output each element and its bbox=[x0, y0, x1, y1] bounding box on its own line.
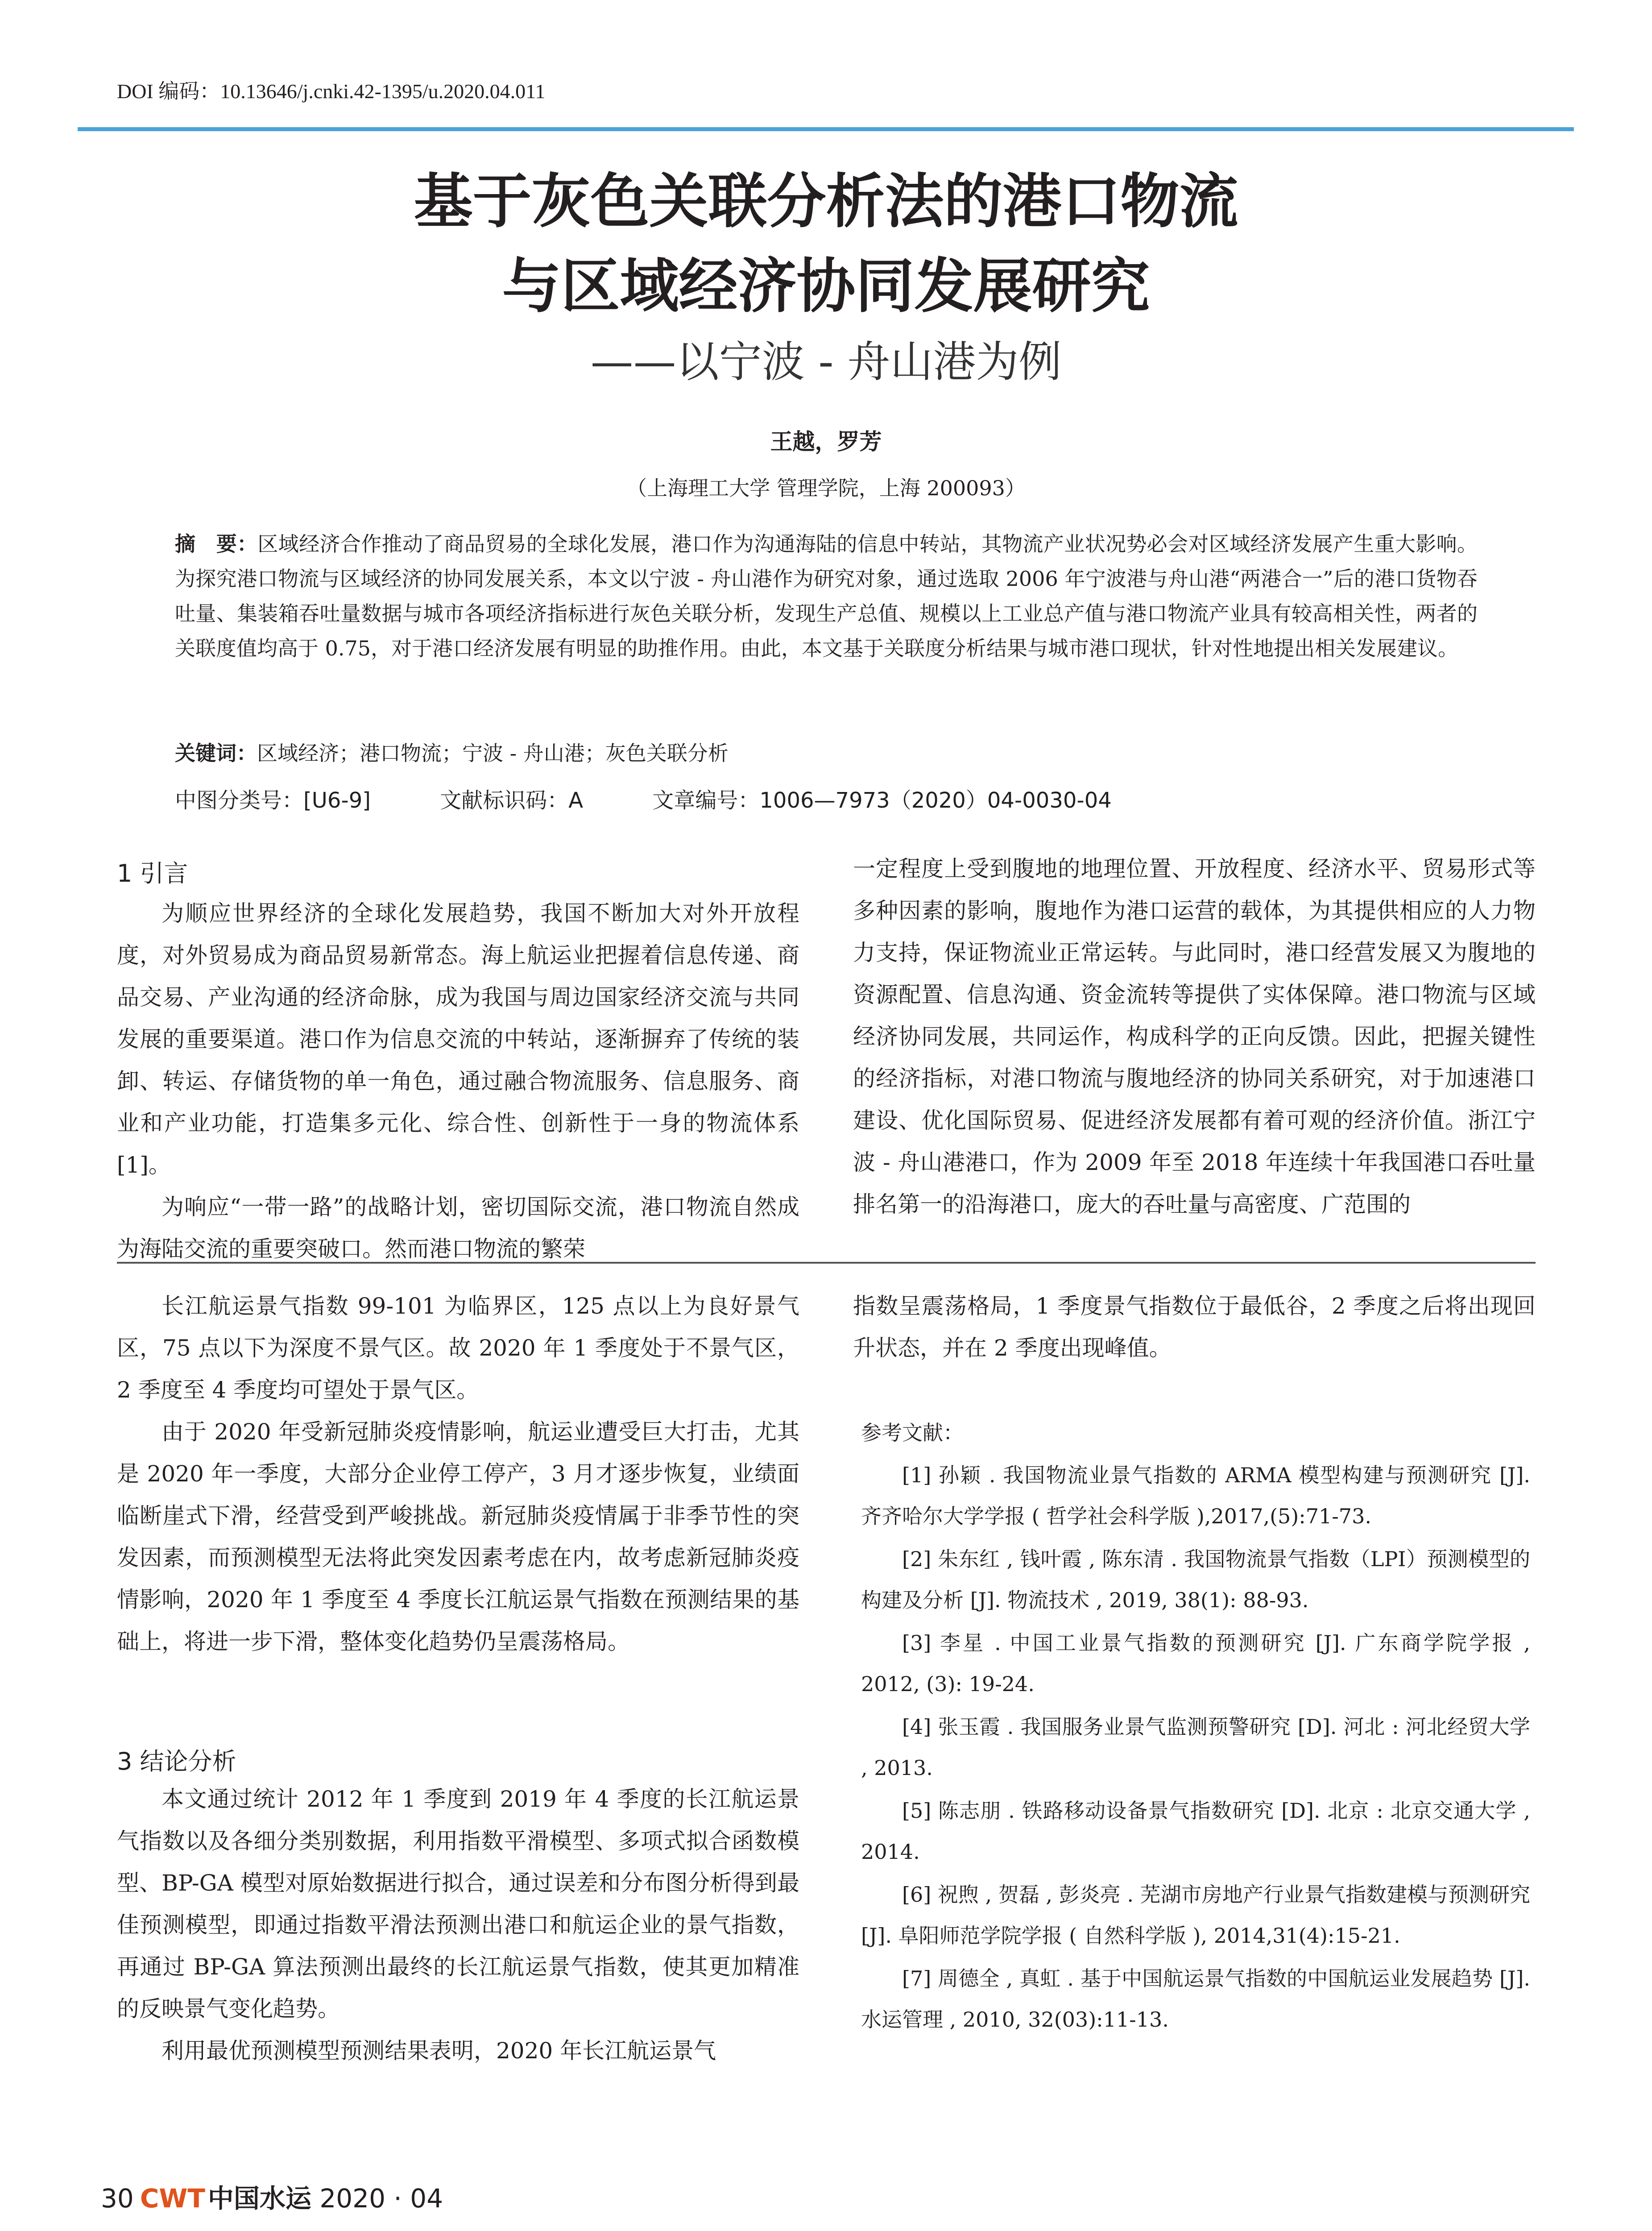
reference-item: [3] 李星 . 中国工业景气指数的预测研究 [J]. 广东商学院学报 , 2012, (3): 19-24. bbox=[861, 1631, 1530, 1696]
clc-code: 中图分类号：[U6-9] bbox=[175, 788, 371, 813]
intro-left-column bbox=[117, 892, 799, 1270]
page-footer bbox=[101, 2177, 443, 2215]
abstract-text: 区域经济合作推动了商品贸易的全球化发展，港口作为沟通海陆的信息中转站，其物流产业状况势必会对区域经济发展产生重大影响。为探究港口物流与区域经济的协同发展关系，本文以宁波 - 舟山港作为研究对象，通过选取 2006 年宁波港与舟山港“两港合一”后的港口货物吞吐量、集装箱吞吐量数据与城市各项经济指标进行灰色关联分析，发现生产总值、规模以上工业总产值与港口物流产业具有较高相关性，两者的关联度值均高于 0.75，对于港口经济发展有明显的助推作用。由此，本文基于关联度分析结果与城市港口现状，针对性地提出相关发展建议。 bbox=[175, 532, 1478, 660]
page-divider bbox=[117, 1262, 1536, 1264]
reference-item: [7] 周德全 , 真虹 . 基于中国航运景气指数的中国航运业发展趋势 [J]. 水运管理 , 2010, 32(03):11-13. bbox=[861, 1966, 1530, 2032]
references-heading: 参考文献： bbox=[861, 1421, 964, 1445]
section-3-heading: 3 结论分析 bbox=[117, 1747, 236, 1775]
conclusion-paragraph: 指数呈震荡格局，1 季度景气指数位于最低谷，2 季度之后将出现回升状态，并在 2 季度出现峰值。 bbox=[853, 1293, 1536, 1361]
title-line-2: 与区域经济协同发展研究 bbox=[502, 252, 1150, 321]
title-line-1: 基于灰色关联分析法的港口物流 bbox=[414, 167, 1238, 236]
keywords-label: 关键词： bbox=[175, 741, 257, 765]
reference-item: [5] 陈志朋 . 铁路移动设备景气指数研究 [D]. 北京 : 北京交通大学 , 2014. bbox=[861, 1799, 1530, 1864]
issue-label: 2020 · 04 bbox=[319, 2183, 443, 2214]
section-2-paragraph-1: 长江航运景气指数 99-101 为临界区，125 点以上为良好景气区，75 点以下为深度不景气区。故 2020 年 1 季度处于不景气区，2 季度至 4 季度均可望处于景气区。 bbox=[117, 1293, 799, 1403]
subtitle: ——以宁波 - 舟山港为例 bbox=[590, 337, 1062, 387]
references-list bbox=[861, 1455, 1530, 2042]
doi-line: DOI 编码：10.13646/j.cnki.42-1395/u.2020.04.011 bbox=[117, 80, 546, 103]
magazine-name: 中国水运 bbox=[207, 2183, 311, 2214]
reference-item: [4] 张玉霞 . 我国服务业景气监测预警研究 [D]. 河北 : 河北经贸大学 , 2013. bbox=[861, 1715, 1530, 1780]
section-3-paragraph-2: 利用最优预测模型预测结果表明，2020 年长江航运景气 bbox=[161, 2038, 716, 2064]
section-2-end-column bbox=[117, 1285, 799, 1663]
intro-right-paragraph: 一定程度上受到腹地的地理位置、开放程度、经济水平、贸易形式等多种因素的影响，腹地作为港口运营的载体，为其提供相应的人力物力支持，保证物流业正常运转。与此同时，港口经营发展又为腹地的资源配置、信息沟通、资金流转等提供了实体保障。港口物流与区域经济协同发展，共同运作，构成科学的正向反馈。因此，把握关键性的经济指标，对港口物流与腹地经济的协同关系研究，对于加速港口建设、优化国际贸易、促进经济发展都有着可观的经济价值。浙江宁波 - 舟山港港口，作为 2009 年至 2018 年连续十年我国港口吞吐量排名第一的沿海港口，庞大的吞吐量与高密度、广范围的 bbox=[853, 856, 1536, 1217]
intro-paragraph-1: 为顺应世界经济的全球化发展趋势，我国不断加大对外开放程度，对外贸易成为商品贸易新常态。海上航运业把握着信息传递、商品交易、产业沟通的经济命脉，成为我国与周边国家经济交流与共同发展的重要渠道。港口作为信息交流的中转站，逐渐摒弃了传统的装卸、转运、存储货物的单一角色，通过融合物流服务、信息服务、商业和产业功能，打造集多元化、综合性、创新性于一身的物流体系 [1]。 bbox=[117, 900, 799, 1178]
reference-item: [2] 朱东红 , 钱叶霞 , 陈东清 . 我国物流景气指数（LPI）预测模型的构建及分析 [J]. 物流技术 , 2019, 38(1): 88-93. bbox=[861, 1547, 1530, 1612]
classification-row bbox=[175, 783, 1174, 814]
abstract bbox=[175, 527, 1478, 666]
page-number: 30 bbox=[101, 2183, 134, 2214]
abstract-label: 摘 要： bbox=[175, 532, 258, 556]
intro-paragraph-2: 为响应“一带一路”的战略计划，密切国际交流，港口物流自然成为海陆交流的重要突破口。然而港口物流的繁荣 bbox=[117, 1194, 799, 1262]
keywords-text: 区域经济；港口物流；宁波 - 舟山港；灰色关联分析 bbox=[257, 741, 729, 765]
document-code: 文献标识码：A bbox=[440, 788, 584, 813]
conclusion-continued bbox=[853, 1285, 1536, 1369]
reference-item: [1] 孙颖 . 我国物流业景气指数的 ARMA 模型构建与预测研究 [J]. 齐齐哈尔大学学报 ( 哲学社会科学版 ),2017,(5):71-73. bbox=[861, 1463, 1530, 1528]
section-3-paragraph-1: 本文通过统计 2012 年 1 季度到 2019 年 4 季度的长江航运景气指数以及各细分类别数据，利用指数平滑模型、多项式拟合函数模型、BP-GA 模型对原始数据进行拟合，通过误差和分布图分析得到最佳预测模型，即通过指数平滑法预测出港口和航运企业的景气指数，再通过 BP-GA 算法预测出最终的长江航运景气指数，使其更加精准的反映景气变化趋势。 bbox=[117, 1786, 799, 2022]
authors: 王越，罗芳 bbox=[770, 429, 882, 455]
section-2-paragraph-2: 由于 2020 年受新冠肺炎疫情影响，航运业遭受巨大打击，尤其是 2020 年一季度，大部分企业停工停产，3 月才逐步恢复，业绩面临断崖式下滑，经营受到严峻挑战。新冠肺炎疫情属于非季节性的突发因素，而预测模型无法将此突发因素考虑在内，故考虑新冠肺炎疫情影响，2020 年 1 季度至 4 季度长江航运景气指数在预测结果的基础上，将进一步下滑，整体变化趋势仍呈震荡格局。 bbox=[117, 1419, 799, 1655]
section-1-heading: 1 引言 bbox=[117, 859, 188, 887]
header-rule bbox=[78, 127, 1574, 131]
keywords bbox=[175, 737, 1478, 767]
affiliation: （上海理工大学 管理学院，上海 200093） bbox=[626, 476, 1026, 500]
intro-right-column bbox=[853, 848, 1536, 1225]
section-3-column bbox=[117, 1778, 799, 2072]
reference-item: [6] 祝煦 , 贺磊 , 彭炎亮 . 芜湖市房地产行业景气指数建模与预测研究 [J]. 阜阳师范学院学报 ( 自然科学版 ), 2014,31(4):15-21. bbox=[861, 1883, 1530, 1948]
cwt-logo: CWT bbox=[140, 2183, 205, 2214]
article-number: 文章编号：1006—7973（2020）04-0030-04 bbox=[652, 788, 1112, 813]
